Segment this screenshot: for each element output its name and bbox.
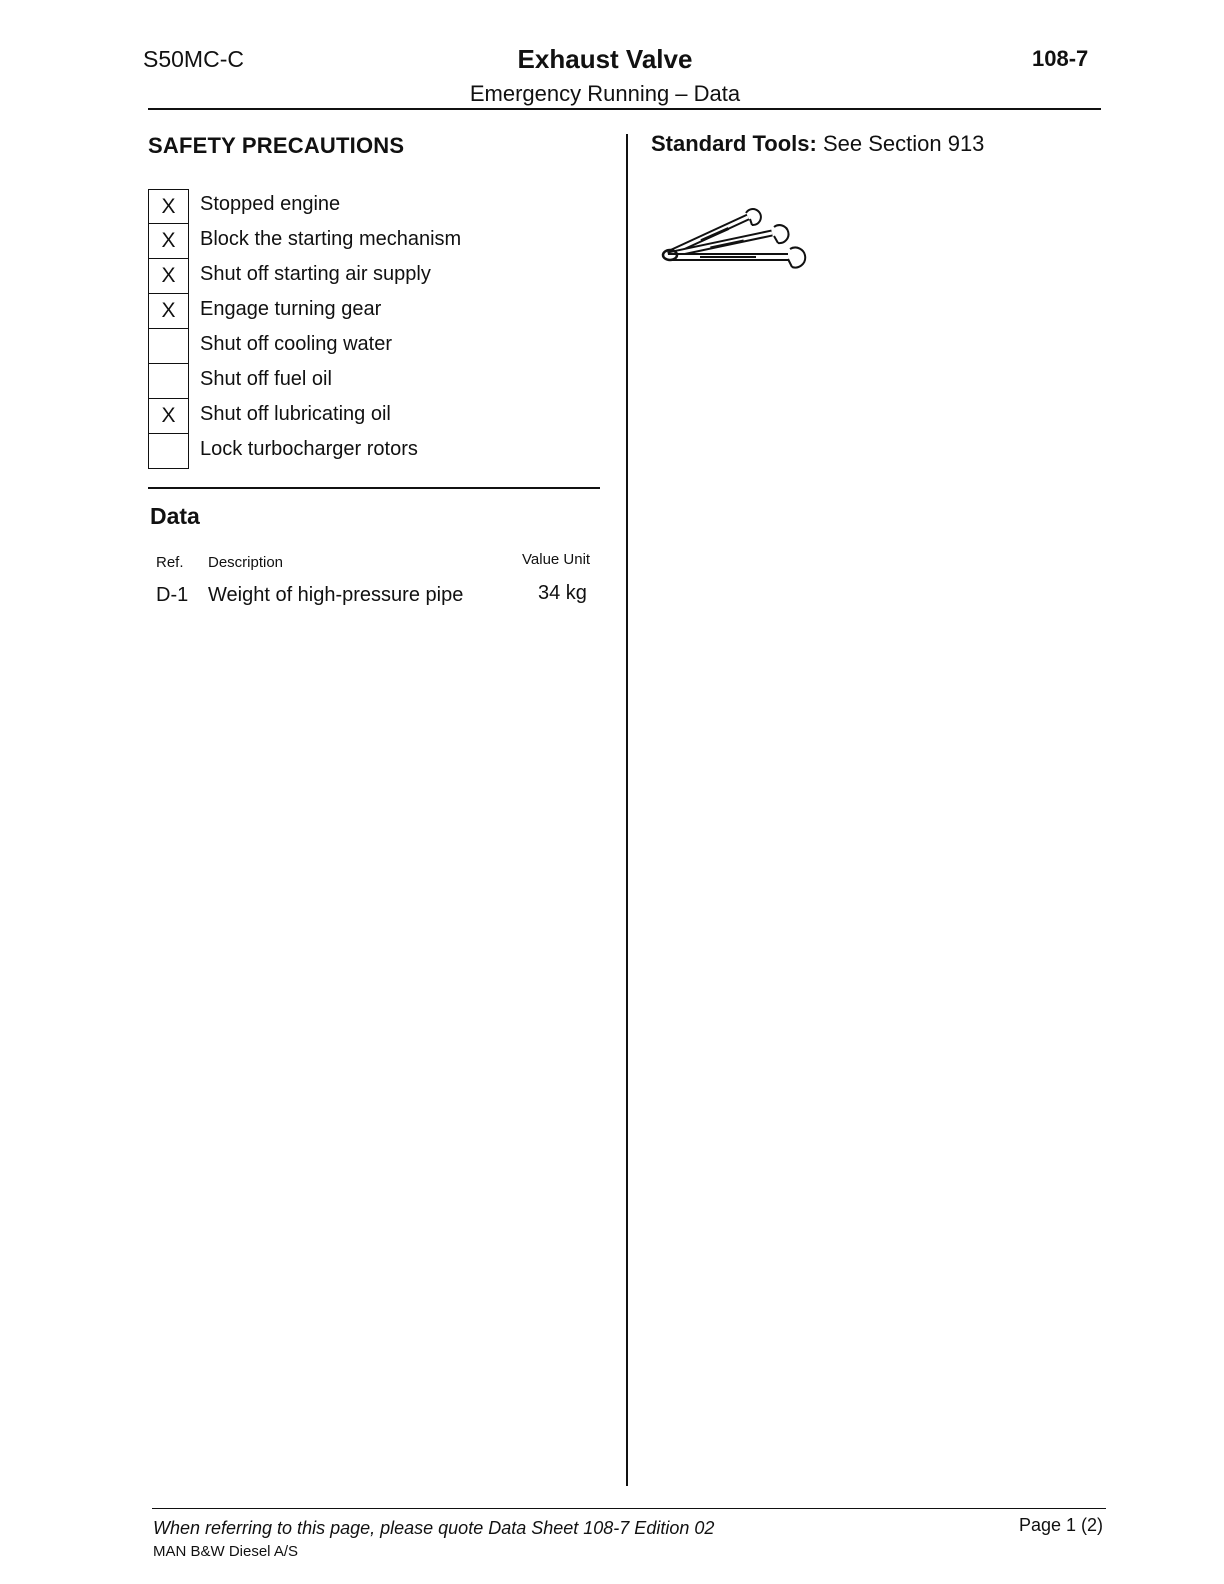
checklist-label: Shut off cooling water [200,333,392,355]
safety-precautions-title: SAFETY PRECAUTIONS [148,133,405,158]
page-subtitle: Emergency Running – Data [469,81,741,106]
checkbox: X [148,189,189,224]
checkbox [148,364,189,399]
checklist-label: Shut off fuel oil [200,368,332,390]
checkbox: X [148,259,189,294]
standard-tools-label: Standard Tools: [651,131,817,156]
checkbox: X [148,399,189,434]
header-divider [148,108,1101,110]
checkbox [148,434,189,469]
data-row-value: 34 kg [538,582,587,604]
company-name [153,1541,353,1560]
footer-note: When referring to this page, please quote Data Sheet 108-7 Edition 02 [153,1518,715,1538]
checklist-label: Shut off lubricating oil [200,403,391,425]
section-divider [148,487,600,489]
data-row-description: Weight of high-pressure pipe [208,584,464,606]
column-header-description: Description [208,554,284,571]
standard-tools [651,131,984,157]
company-name-text: MAN B&W Diesel A/S [153,1543,299,1560]
data-section-title: Data [150,503,200,529]
sheet-number: 108-7 [1032,46,1089,71]
page-number: Page 1 (2) [1019,1515,1104,1535]
wrenches-icon [660,205,805,275]
column-header-ref: Ref. [156,554,184,571]
page-title: Exhaust Valve [517,44,693,74]
checklist-label: Block the starting mechanism [200,228,462,250]
column-divider [626,134,628,1486]
checklist-label: Engage turning gear [200,298,382,320]
checklist-label: Stopped engine [200,193,341,215]
checklist-label: Lock turbocharger rotors [200,438,418,460]
checkbox: X [148,224,189,259]
column-header-value-unit: Value Unit [522,551,591,568]
engine-model: S50MC-C [143,46,244,72]
data-row-ref: D-1 [156,584,189,606]
checkbox: X [148,294,189,329]
checklist-label: Shut off starting air supply [200,263,431,285]
footer-divider [152,1508,1106,1509]
checkbox [148,329,189,364]
standard-tools-reference: See Section 913 [822,131,985,156]
